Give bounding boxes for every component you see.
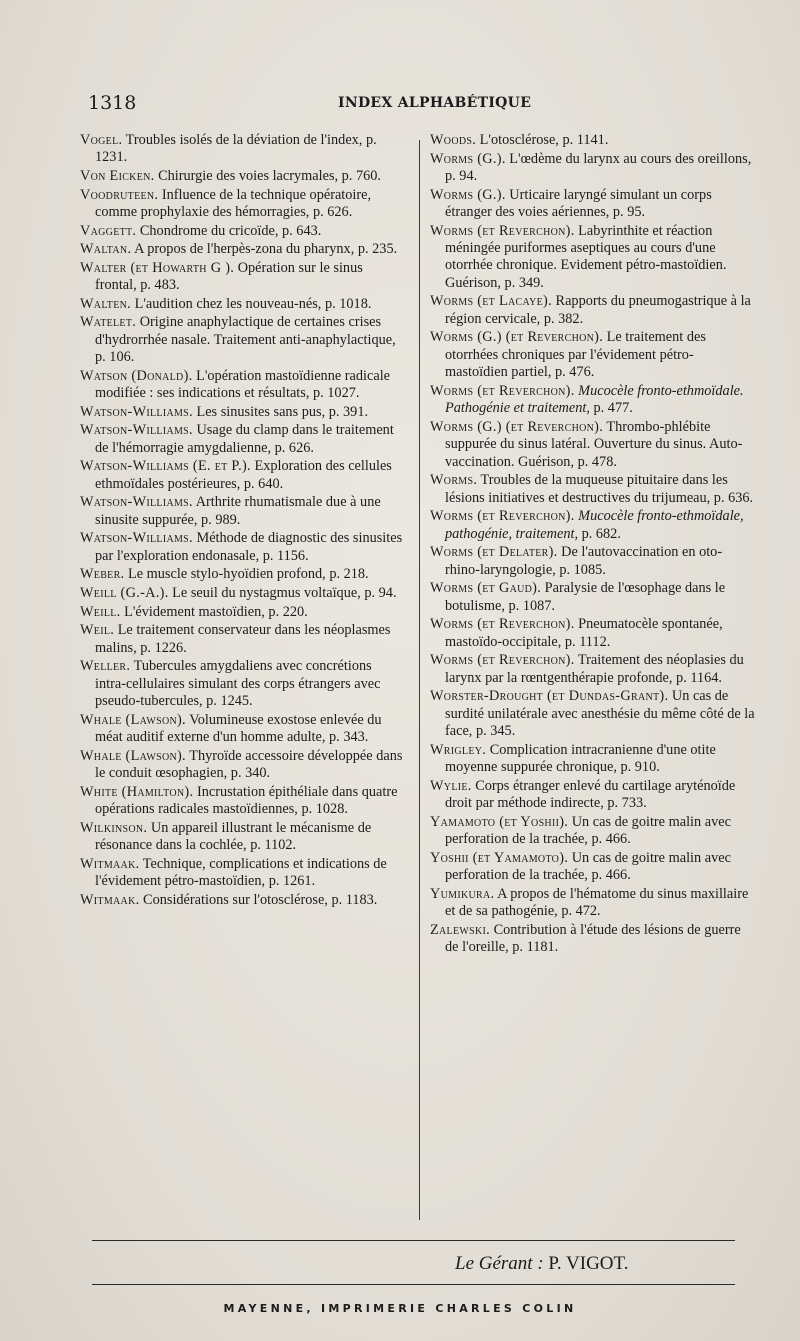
index-entry (80, 856, 406, 891)
entry-text: Chondrome du cricoïde, p. 643. (136, 222, 322, 239)
index-entry (80, 168, 406, 185)
index-entry (80, 530, 406, 565)
entry-author: Worster-Drought (et Dundas-Grant). (430, 688, 669, 705)
entry-text: Urticaire laryngé simulant un corps étranger des voies aériennes, p. 95. (445, 186, 712, 220)
entry-text: De l'autovaccination en oto-rhino-laryngologie, p. 1085. (445, 544, 723, 578)
index-entry (80, 132, 406, 167)
entry-author: Zalewski. (430, 921, 490, 938)
entry-author: Vogel. (80, 132, 123, 148)
index-entry (430, 922, 756, 957)
entry-text: Le traitement des otorrhées chroniques par l'évidement pétro-mastoïdien partiel, p. 476. (445, 329, 706, 381)
entry-text: Traitement des néoplasies du larynx par la rœntgenthérapie profonde, p. 1164. (445, 652, 744, 686)
entry-author: Worms (G.) (et Reverchon). (430, 329, 604, 346)
index-entry (80, 296, 406, 313)
index-entry (80, 260, 406, 295)
entry-author: Worms (et Reverchon). (430, 616, 575, 633)
entry-author: Von Eicken. (80, 168, 155, 184)
index-entry (430, 472, 756, 507)
entry-author: Weill (G.-A.). (80, 584, 169, 601)
entry-author: Witmaak. (80, 855, 140, 872)
index-entry (80, 368, 406, 403)
entry-author: Watson-Williams (E. et P.). (80, 458, 251, 475)
running-title: INDEX ALPHABÉTIQUE (338, 95, 532, 111)
entry-author: Weill. (80, 603, 121, 620)
page-number: 1318 (88, 92, 137, 114)
entry-author: Worms (et Reverchon). (430, 652, 575, 669)
entry-text: Corps étranger enlevé du cartilage aryténoïde droit par méthode indirecte, p. 733. (445, 777, 736, 812)
entry-author: Worms (et Reverchon). (430, 508, 575, 525)
index-entry (430, 652, 756, 687)
entry-text: Un cas de surdité unilatérale avec anesthésie du même côté de la face, p. 345. (445, 688, 755, 740)
entry-author: Worms (G.). (430, 150, 506, 167)
entry-author: Weber. (80, 566, 125, 583)
entry-author: Wilkinson. (80, 819, 148, 836)
entry-author: Worms. (430, 472, 478, 489)
entry-author: Yumikura. (430, 885, 495, 902)
entry-text: Exploration des cellules ethmoïdales postérieures, p. 640. (95, 458, 392, 492)
entry-text: L'œdème du larynx au cours des oreillons, p. 94. (445, 150, 752, 184)
index-entry (430, 419, 756, 471)
entry-author: Watson-Williams. (80, 530, 193, 547)
entry-text: Usage du clamp dans le traitement de l'hémorragie amygdalienne, p. 626. (95, 422, 394, 456)
entry-text: Le muscle stylo-hyoïdien profond, p. 218. (124, 566, 369, 583)
manager-signature (455, 1253, 628, 1275)
entry-text: Le traitement conservateur dans les néoplasmes malins, p. 1226. (95, 622, 391, 656)
entry-text: Incrustation épithéliale dans quatre opérations radicales mastoïdiennes, p. 1028. (95, 783, 398, 817)
entry-text: Un cas de goitre malin avec perforation de la trachée, p. 466. (445, 849, 731, 884)
index-entry (80, 314, 406, 366)
entry-text: L'évidement mastoïdien, p. 220. (120, 603, 308, 620)
entry-author: Worms (G.). (430, 186, 506, 203)
entry-text: Technique, complications et indications de l'évidement pétro-mastoïdien, p. 1261. (95, 855, 387, 889)
entry-text: Rapports du pneumogastrique à la région cervicale, p. 382. (445, 293, 751, 327)
entry-text: Un cas de goitre malin avec perforation de la trachée, p. 466. (445, 813, 731, 848)
entry-text: Arthrite rhumatismale due à une sinusite suppurée, p. 989. (95, 494, 381, 528)
entry-author: Worms (et Delater). (430, 544, 558, 561)
index-entry (80, 223, 406, 240)
entry-author: Vaggett. (80, 222, 137, 239)
column-divider (419, 140, 420, 1220)
entry-text: Le seuil du nystagmus voltaïque, p. 94. (168, 584, 397, 601)
signature-label: Le Gérant : (455, 1253, 544, 1274)
entry-author: Yamamoto (et Yoshii). (430, 813, 569, 830)
index-column-left (80, 132, 406, 910)
index-entry (430, 132, 756, 149)
entry-author: Worms (et Reverchon). (430, 222, 575, 239)
entry-text: A propos de l'hématome du sinus maxillaire et de sa pathogénie, p. 472. (445, 885, 749, 920)
index-entry (430, 886, 756, 921)
index-entry (430, 383, 756, 418)
index-entry (430, 187, 756, 222)
index-entry (80, 712, 406, 747)
entry-text: L'otosclérose, p. 1141. (476, 132, 609, 148)
entry-author: Worms (G.) (et Reverchon). (430, 418, 604, 435)
index-entry (80, 494, 406, 529)
index-entry (80, 604, 406, 621)
index-entry (430, 151, 756, 186)
entry-text: Tubercules amygdaliens avec concrétions intra-cellulaires simulant des corps étrangers avec pseudo-tubercules, p. 1245. (95, 658, 381, 709)
entry-author: Watson-Williams. (80, 494, 193, 511)
entry-author: Whale (Lawson). (80, 711, 186, 728)
entry-text: Opération sur le sinus frontal, p. 483. (95, 259, 363, 294)
entry-title-italic: Mucocèle fronto-ethmoïdale. Pathogénie et traitement, (445, 382, 744, 417)
entry-text: L'opération mastoïdienne radicale modifiée : ses indications et résultats, p. 1027. (95, 367, 391, 402)
index-entry (80, 241, 406, 258)
index-entry (80, 892, 406, 909)
entry-author: Witmaak. (80, 891, 140, 908)
entry-author: Walten. (80, 295, 132, 312)
entry-author: Weil. (80, 622, 115, 639)
entry-author: White (Hamilton). (80, 783, 194, 800)
entry-text: Troubles de la muqueuse pituitaire dans les lésions initiatives et destructives du trijumeau, p. 636. (445, 472, 754, 506)
entry-text: L'audition chez les nouveau-nés, p. 1018. (131, 295, 372, 312)
entry-author: Waltan. (80, 241, 132, 258)
entry-author: Woods. (430, 132, 477, 148)
entry-text: Complication intracranienne d'une otite moyenne suppurée chronique, p. 910. (445, 741, 716, 776)
entry-text: A propos de l'herpès-zona du pharynx, p. 235. (131, 241, 398, 258)
entry-title-italic: Mucocèle fronto-ethmoïdale, pathogénie, traitement, (445, 508, 744, 542)
entry-text: Troubles isolés de la déviation de l'index, p. 1231. (95, 132, 377, 166)
entry-text: Chirurgie des voies lacrymales, p. 760. (154, 168, 381, 184)
index-entry (80, 566, 406, 583)
index-entry (430, 742, 756, 777)
index-entry (80, 422, 406, 457)
index-entry (430, 544, 756, 579)
entry-author: Wrigley. (430, 741, 487, 758)
entry-text: Origine anaphylactique de certaines crises d'hydrorrhée nasale. Traitement anti-anaphylactique, p. 106. (95, 314, 396, 366)
entry-author: Watelet. (80, 314, 137, 331)
printer-imprint: MAYENNE, IMPRIMERIE CHARLES COLIN (223, 1302, 577, 1315)
entry-author: Watson (Donald). (80, 367, 193, 384)
entry-author: Worms (et Reverchon). (430, 382, 575, 399)
index-entry (80, 820, 406, 855)
column-end-rule (92, 1240, 735, 1241)
page-header (88, 92, 730, 122)
entry-author: Worms (et Gaud). (430, 580, 542, 597)
index-entry (80, 622, 406, 657)
index-entry (430, 778, 756, 813)
entry-author: Walter (et Howarth G ). (80, 259, 235, 276)
index-entry (430, 580, 756, 615)
footer-rule (92, 1284, 735, 1285)
signature-name: P. VIGOT. (548, 1253, 629, 1274)
entry-page: p. 682. (578, 525, 621, 542)
entry-text: Un appareil illustrant le mécanisme de résonance dans la cochlée, p. 1102. (95, 819, 372, 853)
index-entry (80, 404, 406, 421)
index-entry (430, 329, 756, 381)
entry-author: Watson-Williams. (80, 422, 193, 439)
entry-author: Watson-Williams. (80, 403, 193, 420)
entry-author: Wylie. (430, 777, 472, 794)
entry-author: Weller. (80, 658, 131, 675)
index-entry (430, 508, 756, 543)
index-entry (80, 458, 406, 493)
entry-author: Worms (et Lacaye). (430, 293, 552, 310)
index-entry (430, 814, 756, 849)
index-entry (80, 784, 406, 819)
entry-author: Whale (Lawson). (80, 747, 186, 764)
entry-text: Pneumatocèle spontanée, mastoïdo-occipitale, p. 1112. (445, 616, 723, 650)
index-entry (80, 585, 406, 602)
entry-author: Yoshii (et Yamamoto). (430, 849, 569, 866)
entry-text: Influence de la technique opératoire, comme prophylaxie des hémorragies, p. 626. (95, 186, 372, 220)
entry-author: Voodruteen. (80, 186, 159, 203)
index-entry (430, 688, 756, 740)
entry-text: Labyrinthite et réaction méningée puriformes aseptiques au cours d'une otorrhée chronique. Evidement pétro-mastoïdien. Guérison, p. 349. (445, 222, 727, 291)
entry-text: Méthode de diagnostic des sinusites par l'exploration endonasale, p. 1156. (95, 530, 403, 564)
index-entry (430, 616, 756, 651)
index-entry (80, 187, 406, 222)
index-column-right (430, 132, 756, 958)
entry-text: Volumineuse exostose enlevée du méat auditif externe d'un homme adulte, p. 343. (95, 711, 382, 745)
entry-text: Paralysie de l'œsophage dans le botulisme, p. 1087. (445, 580, 726, 614)
index-entry (430, 850, 756, 885)
entry-text: Les sinusites sans pus, p. 391. (192, 403, 369, 420)
entry-text: Thyroïde accessoire développée dans le conduit œsophagien, p. 340. (95, 747, 403, 781)
entry-text: Contribution à l'étude des lésions de guerre de l'oreille, p. 1181. (445, 921, 741, 956)
index-entry (80, 748, 406, 783)
index-entry (80, 658, 406, 710)
entry-text: Considérations sur l'otosclérose, p. 1183. (139, 891, 378, 908)
index-entry (430, 293, 756, 328)
entry-text: Thrombo-phlébite suppurée du sinus latéral. Ouverture du sinus. Auto-vaccination. Guérison, p. 478. (445, 418, 743, 470)
index-entry (430, 223, 756, 293)
entry-page: p. 477. (589, 400, 633, 417)
